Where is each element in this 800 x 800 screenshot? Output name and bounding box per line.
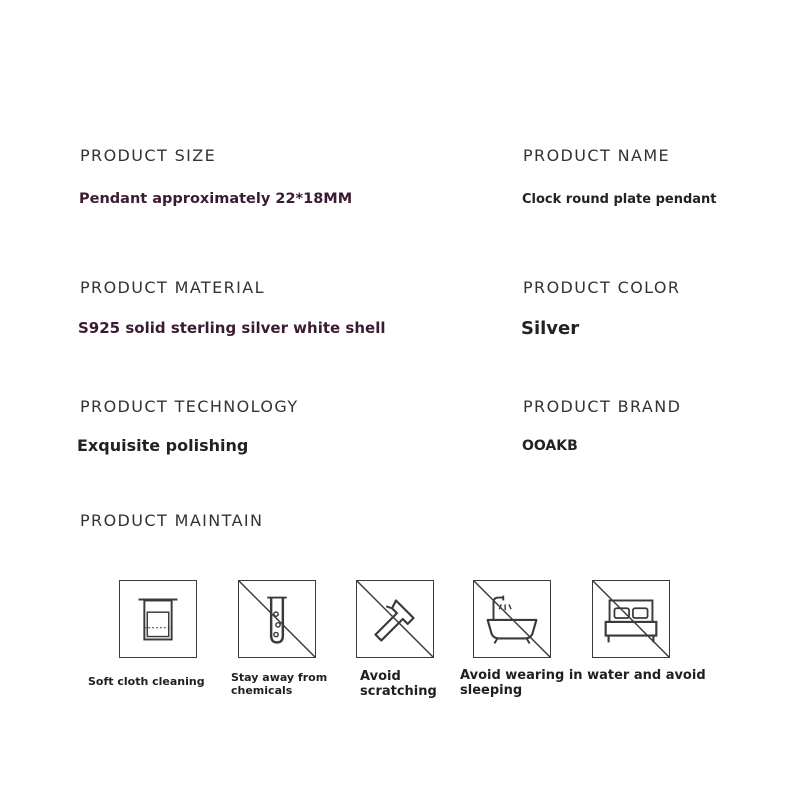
product-size-value: Pendant approximately 22*18MM (79, 191, 353, 207)
care-label-chemicals (231, 672, 327, 697)
no-chemicals-icon (238, 580, 316, 658)
product-material-value: S925 solid sterling silver white shell (78, 319, 386, 337)
care-label-chemicals-line2: chemicals (231, 683, 293, 697)
product-color-value: Silver (521, 318, 580, 339)
product-technology-value: Exquisite polishing (77, 436, 249, 455)
product-brand-value: OOAKB (522, 438, 578, 454)
product-material-heading: PRODUCT MATERIAL (80, 278, 265, 297)
care-label-scratching (360, 670, 437, 700)
product-maintain-heading: PRODUCT MAINTAIN (80, 511, 264, 530)
care-label-water-line1: Avoid wearing in water and avoid (460, 668, 706, 683)
product-color-heading: PRODUCT COLOR (523, 278, 681, 297)
product-name-value: Clock round plate pendant (522, 192, 717, 207)
no-bath-icon (473, 580, 551, 658)
care-label-scratching-line2: scratching (360, 683, 437, 699)
care-label-chemicals-line1: Stay away from (231, 671, 328, 684)
no-hammer-icon (356, 580, 434, 658)
care-label-soft-cloth: Soft cloth cleaning (88, 675, 205, 688)
towel-icon (119, 580, 197, 658)
product-name-heading: PRODUCT NAME (523, 146, 671, 165)
care-label-water-sleeping (460, 669, 706, 699)
care-label-scratching-line1: Avoid (360, 669, 401, 684)
product-size-heading: PRODUCT SIZE (80, 146, 217, 165)
product-technology-heading: PRODUCT TECHNOLOGY (80, 397, 299, 416)
no-bed-icon (592, 580, 670, 658)
care-label-water-line2: sleeping (460, 682, 523, 698)
product-brand-heading: PRODUCT BRAND (523, 397, 682, 416)
